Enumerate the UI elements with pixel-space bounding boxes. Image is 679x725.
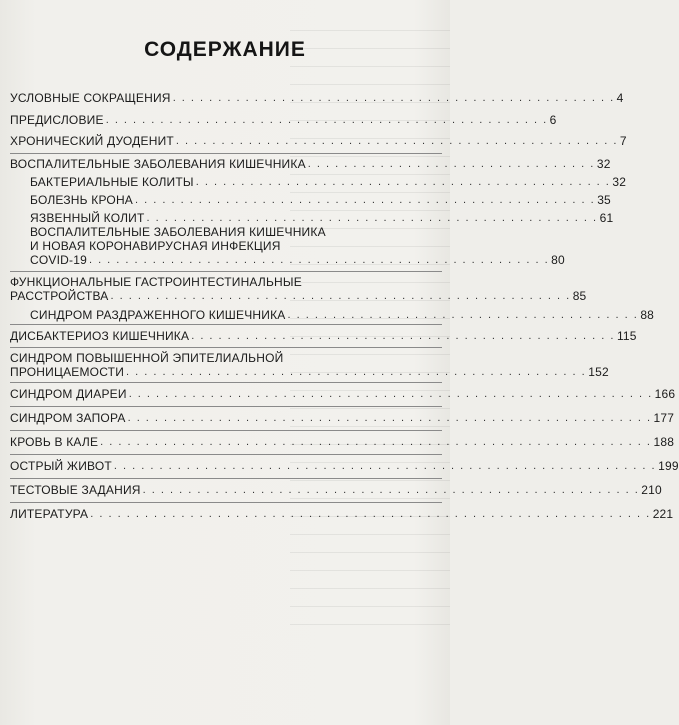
section-divider xyxy=(10,153,442,154)
toc-entry-title: ПРЕДИСЛОВИЕ xyxy=(10,113,104,127)
toc-entry-title: РАССТРОЙСТВА xyxy=(10,289,109,303)
toc-entry-title: БАКТЕРИАЛЬНЫЕ КОЛИТЫ xyxy=(30,175,194,189)
toc-leader-dots: . . . . . . . . . . . . . . . . . . . . . . . . . . . . . . . . . . . . . . . . . . . . . . . . . . . xyxy=(110,290,571,302)
toc-leader-dots: . . . . . . . . . . . . . . . . . . . . . . . . . . . . . . . . . . . . . . . . . . . . . . . . . . . . . . . xyxy=(142,484,640,496)
toc-entry xyxy=(0,411,675,425)
toc-leader-dots: . . . . . . . . . . . . . . . . . . . . . . . . . . . . . . . . . . . . . . . . . . . . . . . . . . . . . . . . . . . . . xyxy=(100,436,652,448)
toc-entry-page: 4 xyxy=(616,91,624,105)
toc-entry xyxy=(0,387,676,401)
toc-leader-dots: . . . . . . . . . . . . . . . . . . . . . . . . . . . . . . . . . . . . . . . xyxy=(287,309,639,321)
section-divider xyxy=(10,430,442,431)
page-title: СОДЕРЖАНИЕ xyxy=(144,38,306,61)
toc-entry xyxy=(0,308,655,322)
toc-leader-dots: . . . . . . . . . . . . . . . . . . . . . . . . . . . . . . . . . . . . . . . . . . . . . . . . . . xyxy=(146,212,598,224)
toc-leader-dots: . . . . . . . . . . . . . . . . . . . . . . . . . . . . . . . . . . . . . . . . . . . . . . . . . . . . . . . . . . . . . . xyxy=(90,508,651,520)
toc-entry-title: ЛИТЕРАТУРА xyxy=(10,507,89,521)
toc-entry-page: 221 xyxy=(652,507,674,521)
toc-entry-page: 88 xyxy=(640,308,655,322)
toc-entry-title: СИНДРОМ ЗАПОРА xyxy=(10,411,126,425)
toc-entry xyxy=(0,483,662,497)
toc-entry-page: 177 xyxy=(653,411,675,425)
toc-entry-title: ХРОНИЧЕСКИЙ ДУОДЕНИТ xyxy=(10,134,174,148)
toc-entry xyxy=(0,275,587,303)
toc-entry-page: 152 xyxy=(588,365,609,379)
toc-leader-dots: . . . . . . . . . . . . . . . . . . . . . . . . . . . . . . . . . . . . . . . . . . . . . . . . . . . xyxy=(126,366,587,378)
toc-entry-page: 115 xyxy=(616,329,637,343)
section-divider xyxy=(10,347,442,348)
toc-entry xyxy=(0,459,679,473)
toc-entry-title: ПРОНИЦАЕМОСТИ xyxy=(10,365,125,379)
toc-leader-dots: . . . . . . . . . . . . . . . . . . . . . . . . . . . . . . . . . . . . . . . . . . . . . . xyxy=(195,176,611,188)
toc-entry xyxy=(0,134,627,148)
toc-entry xyxy=(0,193,611,207)
toc-entry-title: ОСТРЫЙ ЖИВОТ xyxy=(10,459,112,473)
toc-entry-page: 35 xyxy=(597,193,611,207)
toc-leader-dots: . . . . . . . . . . . . . . . . . . . . . . . . . . . . . . . . . . . . . . . . . . . . . . . xyxy=(191,330,615,342)
section-divider xyxy=(10,324,442,325)
toc-leader-dots: . . . . . . . . . . . . . . . . . . . . . . . . . . . . . . . . . . . . . . . . . . . . . . . . . xyxy=(105,114,548,126)
toc-leader-dots: . . . . . . . . . . . . . . . . . . . . . . . . . . . . . . . . . . . . . . . . . . . . . . . . . xyxy=(172,92,615,104)
toc-entry-title-line: ФУНКЦИОНАЛЬНЫЕ ГАСТРОИНТЕСТИНАЛЬНЫЕ xyxy=(10,275,302,289)
toc-entry xyxy=(0,507,674,521)
toc-entry-title: СИНДРОМ РАЗДРАЖЕННОГО КИШЕЧНИКА xyxy=(30,308,286,322)
toc-entry xyxy=(0,329,637,343)
toc-entry-page: 188 xyxy=(653,435,675,449)
toc-entry-title: ВОСПАЛИТЕЛЬНЫЕ ЗАБОЛЕВАНИЯ КИШЕЧНИКА xyxy=(10,157,306,171)
toc-entry xyxy=(0,211,614,225)
toc-entry-page: 210 xyxy=(641,483,662,497)
toc-entry-title: COVID-19 xyxy=(30,253,87,267)
toc-entry xyxy=(0,225,565,267)
toc-entry-title: ТЕСТОВЫЕ ЗАДАНИЯ xyxy=(10,483,141,497)
toc-leader-dots: . . . . . . . . . . . . . . . . . . . . . . . . . . . . . . . . . . . . . . . . . . . . . . . . . . . xyxy=(88,254,550,266)
toc-entry-page: 61 xyxy=(599,211,614,225)
toc-leader-dots: . . . . . . . . . . . . . . . . . . . . . . . . . . . . . . . . . . . . . . . . . . . . . . . . . . . . . . . . . . xyxy=(127,412,652,424)
toc-leader-dots: . . . . . . . . . . . . . . . . . . . . . . . . . . . . . . . . . . . . . . . . . . . . . . . . . . . . . . . . . . xyxy=(128,388,653,400)
toc-entry xyxy=(0,157,611,171)
section-divider xyxy=(10,271,442,272)
toc-entry xyxy=(0,113,557,127)
toc-entry-title: ЯЗВЕННЫЙ КОЛИТ xyxy=(30,211,145,225)
toc-entry-page: 32 xyxy=(596,157,611,171)
section-divider xyxy=(10,406,442,407)
toc-entry-page: 6 xyxy=(549,113,557,127)
toc-entry-page: 7 xyxy=(619,134,627,148)
section-divider xyxy=(10,502,442,503)
toc-entry-page: 80 xyxy=(551,253,565,267)
toc-entry-title: БОЛЕЗНЬ КРОНА xyxy=(30,193,134,207)
toc-leader-dots: . . . . . . . . . . . . . . . . . . . . . . . . . . . . . . . . . . . . . . . . . . . . . . . . . xyxy=(175,135,618,147)
toc-entry-title: ДИСБАКТЕРИОЗ КИШЕЧНИКА xyxy=(10,329,190,343)
toc-entry-title: УСЛОВНЫЕ СОКРАЩЕНИЯ xyxy=(10,91,171,105)
toc-entry xyxy=(0,175,627,189)
toc-entry-title-line: И НОВАЯ КОРОНАВИРУСНАЯ ИНФЕКЦИЯ xyxy=(30,239,281,253)
toc-entry-title-line: ВОСПАЛИТЕЛЬНЫЕ ЗАБОЛЕВАНИЯ КИШЕЧНИКА xyxy=(30,225,326,239)
toc-entry xyxy=(0,91,624,105)
toc-leader-dots: . . . . . . . . . . . . . . . . . . . . . . . . . . . . . . . . . . . . . . . . . . . . . . . . . . . . . . . . . . . . xyxy=(113,460,657,472)
section-divider xyxy=(10,382,442,383)
toc-entry-page: 166 xyxy=(654,387,676,401)
toc-entry-page: 85 xyxy=(572,289,587,303)
toc-leader-dots: . . . . . . . . . . . . . . . . . . . . . . . . . . . . . . . . xyxy=(307,158,595,170)
toc-entry-page: 32 xyxy=(612,175,627,189)
toc-entry-title-line: СИНДРОМ ПОВЫШЕННОЙ ЭПИТЕЛИАЛЬНОЙ xyxy=(10,351,284,365)
section-divider xyxy=(10,454,442,455)
section-divider xyxy=(10,478,442,479)
toc-entry-title: КРОВЬ В КАЛЕ xyxy=(10,435,99,449)
toc-entry xyxy=(0,351,609,379)
toc-leader-dots: . . . . . . . . . . . . . . . . . . . . . . . . . . . . . . . . . . . . . . . . . . . . . . . . . . . xyxy=(135,194,596,206)
toc-entry-page: 199 xyxy=(658,459,679,473)
toc-entry-title: СИНДРОМ ДИАРЕИ xyxy=(10,387,127,401)
toc-entry xyxy=(0,435,675,449)
